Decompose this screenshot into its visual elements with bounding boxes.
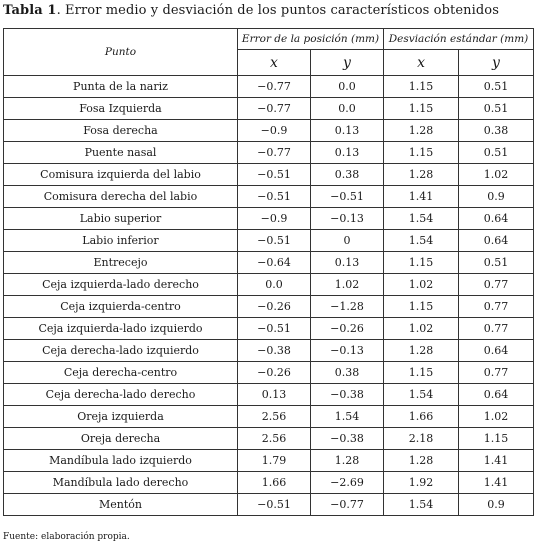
table-row xyxy=(4,274,534,296)
cell-punto: Ceja derecha-lado izquierdo xyxy=(4,340,238,362)
cell-desviacion-x: 2.18 xyxy=(384,428,459,450)
cell-desviacion-x: 1.54 xyxy=(384,230,459,252)
cell-punto: Fosa Izquierda xyxy=(4,98,238,120)
cell-desviacion-y: 0.51 xyxy=(459,98,534,120)
cell-error-x: −0.9 xyxy=(238,120,311,142)
cell-error-x: 0.13 xyxy=(238,384,311,406)
cell-error-x: −0.26 xyxy=(238,362,311,384)
header-desviacion-y: y xyxy=(459,50,534,76)
cell-desviacion-y: 0.64 xyxy=(459,384,534,406)
cell-desviacion-x: 1.28 xyxy=(384,340,459,362)
table-row xyxy=(4,98,534,120)
table-caption xyxy=(3,3,499,18)
cell-desviacion-x: 1.28 xyxy=(384,120,459,142)
cell-desviacion-y: 0.77 xyxy=(459,274,534,296)
cell-error-y: 1.28 xyxy=(311,450,384,472)
cell-error-x: −0.64 xyxy=(238,252,311,274)
table-row xyxy=(4,362,534,384)
cell-desviacion-y: 1.02 xyxy=(459,164,534,186)
cell-punto: Ceja izquierda-lado izquierdo xyxy=(4,318,238,340)
table-row xyxy=(4,494,534,516)
cell-punto: Mentón xyxy=(4,494,238,516)
header-error-x: x xyxy=(238,50,311,76)
header-row-groups xyxy=(4,29,534,50)
cell-desviacion-y: 0.9 xyxy=(459,186,534,208)
cell-punto: Labio inferior xyxy=(4,230,238,252)
cell-error-x: −0.77 xyxy=(238,142,311,164)
cell-error-y: 0 xyxy=(311,230,384,252)
cell-desviacion-y: 1.02 xyxy=(459,406,534,428)
cell-error-x: −0.51 xyxy=(238,186,311,208)
cell-error-x: −0.51 xyxy=(238,318,311,340)
cell-desviacion-x: 1.92 xyxy=(384,472,459,494)
table-row xyxy=(4,76,534,98)
cell-desviacion-y: 0.64 xyxy=(459,230,534,252)
table-row xyxy=(4,252,534,274)
table-row xyxy=(4,450,534,472)
cell-error-y: 0.13 xyxy=(311,120,384,142)
table-header xyxy=(4,29,534,76)
cell-desviacion-y: 0.77 xyxy=(459,362,534,384)
cell-error-x: −0.77 xyxy=(238,98,311,120)
cell-punto: Fosa derecha xyxy=(4,120,238,142)
cell-desviacion-y: 0.77 xyxy=(459,296,534,318)
table-row xyxy=(4,164,534,186)
cell-desviacion-x: 1.15 xyxy=(384,296,459,318)
cell-punto: Punta de la nariz xyxy=(4,76,238,98)
cell-punto: Entrecejo xyxy=(4,252,238,274)
cell-punto: Ceja derecha-lado derecho xyxy=(4,384,238,406)
cell-desviacion-y: 0.9 xyxy=(459,494,534,516)
cell-error-y: −0.51 xyxy=(311,186,384,208)
cell-punto: Oreja izquierda xyxy=(4,406,238,428)
cell-desviacion-x: 1.02 xyxy=(384,274,459,296)
error-table xyxy=(3,28,534,516)
cell-error-x: −0.51 xyxy=(238,230,311,252)
table-row xyxy=(4,318,534,340)
cell-desviacion-x: 1.28 xyxy=(384,450,459,472)
cell-punto: Puente nasal xyxy=(4,142,238,164)
cell-error-y: −0.13 xyxy=(311,340,384,362)
table-body xyxy=(4,76,534,516)
cell-error-x: 1.79 xyxy=(238,450,311,472)
table-row xyxy=(4,208,534,230)
cell-error-x: 2.56 xyxy=(238,406,311,428)
cell-error-x: −0.51 xyxy=(238,494,311,516)
cell-punto: Ceja derecha-centro xyxy=(4,362,238,384)
cell-desviacion-x: 1.02 xyxy=(384,318,459,340)
cell-punto: Comisura izquierda del labio xyxy=(4,164,238,186)
cell-punto: Oreja derecha xyxy=(4,428,238,450)
cell-desviacion-x: 1.41 xyxy=(384,186,459,208)
cell-error-x: 1.66 xyxy=(238,472,311,494)
header-desviacion-x: x xyxy=(384,50,459,76)
cell-error-y: 0.13 xyxy=(311,252,384,274)
cell-error-y: 0.38 xyxy=(311,362,384,384)
table-caption-label: Tabla 1 xyxy=(3,3,57,18)
cell-error-y: −1.28 xyxy=(311,296,384,318)
table-row xyxy=(4,296,534,318)
table-row xyxy=(4,428,534,450)
cell-error-y: −0.13 xyxy=(311,208,384,230)
cell-error-y: −0.77 xyxy=(311,494,384,516)
cell-error-y: 0.38 xyxy=(311,164,384,186)
cell-punto: Comisura derecha del labio xyxy=(4,186,238,208)
cell-desviacion-y: 0.64 xyxy=(459,208,534,230)
cell-desviacion-x: 1.15 xyxy=(384,76,459,98)
cell-punto: Mandíbula lado derecho xyxy=(4,472,238,494)
table-row xyxy=(4,340,534,362)
cell-desviacion-y: 0.38 xyxy=(459,120,534,142)
cell-desviacion-y: 0.77 xyxy=(459,318,534,340)
cell-error-y: 0.0 xyxy=(311,76,384,98)
cell-error-y: 0.0 xyxy=(311,98,384,120)
table-row xyxy=(4,406,534,428)
cell-error-y: 1.54 xyxy=(311,406,384,428)
header-desviacion-group: Desviación estándar (mm) xyxy=(384,29,534,50)
cell-error-x: −0.51 xyxy=(238,164,311,186)
table-row xyxy=(4,142,534,164)
cell-desviacion-y: 1.41 xyxy=(459,472,534,494)
cell-punto: Labio superior xyxy=(4,208,238,230)
source-note: Fuente: elaboración propia. xyxy=(3,532,130,542)
header-error-group: Error de la posición (mm) xyxy=(238,29,384,50)
header-punto: Punto xyxy=(4,29,238,76)
table-caption-text: . Error medio y desviación de los puntos característicos obtenidos xyxy=(56,3,499,18)
header-error-y: y xyxy=(311,50,384,76)
cell-error-y: −2.69 xyxy=(311,472,384,494)
cell-error-x: −0.77 xyxy=(238,76,311,98)
table-row xyxy=(4,384,534,406)
cell-desviacion-x: 1.28 xyxy=(384,164,459,186)
cell-desviacion-y: 0.51 xyxy=(459,252,534,274)
cell-error-x: 2.56 xyxy=(238,428,311,450)
cell-desviacion-y: 0.51 xyxy=(459,142,534,164)
table-row xyxy=(4,472,534,494)
cell-desviacion-x: 1.15 xyxy=(384,252,459,274)
cell-desviacion-x: 1.54 xyxy=(384,208,459,230)
cell-desviacion-x: 1.66 xyxy=(384,406,459,428)
cell-error-y: −0.38 xyxy=(311,428,384,450)
cell-error-x: −0.38 xyxy=(238,340,311,362)
cell-desviacion-y: 0.51 xyxy=(459,76,534,98)
cell-error-y: 1.02 xyxy=(311,274,384,296)
cell-punto: Ceja izquierda-centro xyxy=(4,296,238,318)
table-row xyxy=(4,186,534,208)
cell-desviacion-x: 1.15 xyxy=(384,142,459,164)
cell-desviacion-x: 1.54 xyxy=(384,494,459,516)
cell-desviacion-y: 1.15 xyxy=(459,428,534,450)
cell-desviacion-y: 0.64 xyxy=(459,340,534,362)
cell-error-x: −0.9 xyxy=(238,208,311,230)
cell-error-y: 0.13 xyxy=(311,142,384,164)
cell-punto: Mandíbula lado izquierdo xyxy=(4,450,238,472)
cell-desviacion-x: 1.15 xyxy=(384,362,459,384)
cell-error-y: −0.38 xyxy=(311,384,384,406)
cell-error-y: −0.26 xyxy=(311,318,384,340)
cell-desviacion-y: 1.41 xyxy=(459,450,534,472)
table-row xyxy=(4,230,534,252)
cell-punto: Ceja izquierda-lado derecho xyxy=(4,274,238,296)
cell-error-x: 0.0 xyxy=(238,274,311,296)
cell-error-x: −0.26 xyxy=(238,296,311,318)
cell-desviacion-x: 1.54 xyxy=(384,384,459,406)
cell-desviacion-x: 1.15 xyxy=(384,98,459,120)
table-row xyxy=(4,120,534,142)
